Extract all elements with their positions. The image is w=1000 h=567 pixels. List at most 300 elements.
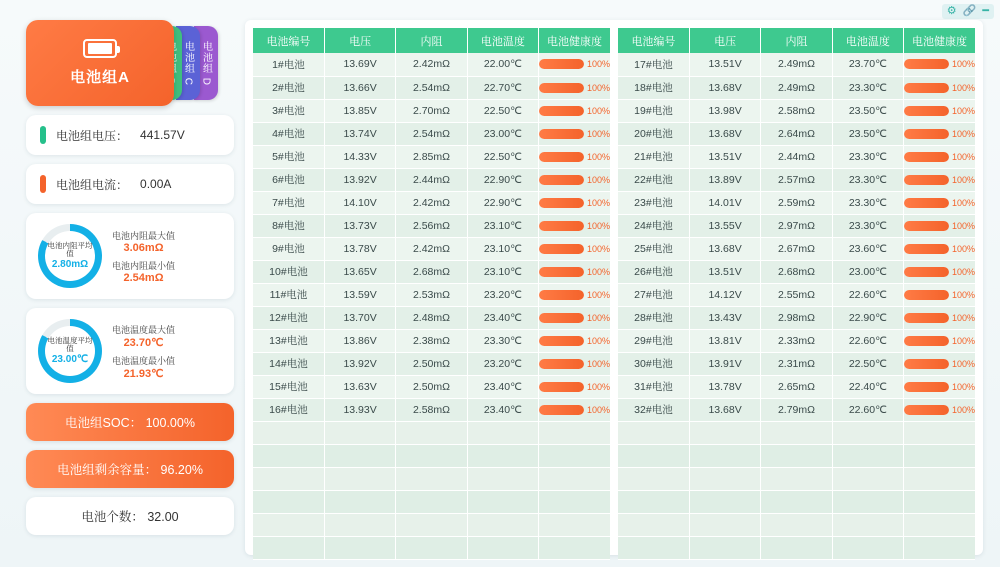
cell-电池温度: 22.50℃ [832,352,903,375]
cell-health [904,352,975,375]
column-header-0: 电池编号 [253,28,324,53]
cell-health [904,53,975,76]
cell-电池温度: 23.40℃ [467,398,538,421]
table-row[interactable] [618,306,975,329]
health-percent: 100% [951,266,975,277]
cell-电池编号: 12#电池 [253,306,324,329]
cell-电压: 13.63V [324,375,395,398]
cell-内阻: 2.64mΩ [761,122,832,145]
cell-电池温度: 23.50℃ [832,99,903,122]
pack-voltage-card [26,115,234,155]
cell-电池编号: 6#电池 [253,168,324,191]
cell-health [904,260,975,283]
cell-电池温度: 23.30℃ [832,191,903,214]
cell-电压: 13.69V [324,53,395,76]
cell-empty [467,513,538,536]
cell-empty [253,490,324,513]
table-row[interactable] [253,99,610,122]
table-row[interactable] [253,283,610,306]
table-row-empty [618,490,975,513]
table-row[interactable] [253,122,610,145]
cell-电压: 14.33V [324,145,395,168]
cell-内阻: 2.54mΩ [396,122,467,145]
table-row-empty [618,421,975,444]
cell-empty [904,444,975,467]
cell-内阻: 2.50mΩ [396,375,467,398]
health-bar [539,359,584,369]
cell-电压: 13.55V [689,214,760,237]
cell-health [539,260,610,283]
cell-empty [618,421,689,444]
temperature-extremes [112,323,175,380]
cell-电池编号: 11#电池 [253,283,324,306]
battery-table-left-wrap [253,28,610,547]
cell-内阻: 2.31mΩ [761,352,832,375]
cell-电压: 13.66V [324,76,395,99]
health-percent: 100% [951,197,975,208]
table-row[interactable] [618,76,975,99]
cell-内阻: 2.68mΩ [396,260,467,283]
cell-电池编号: 7#电池 [253,191,324,214]
cell-empty [832,513,903,536]
cell-电压: 13.70V [324,306,395,329]
health-percent: 100% [951,243,975,254]
health-percent: 100% [951,59,975,70]
cell-电压: 13.92V [324,168,395,191]
health-percent: 100% [586,312,610,323]
cell-empty [904,421,975,444]
health-percent: 100% [586,358,610,369]
cell-电池编号: 25#电池 [618,237,689,260]
health-bar [904,59,949,69]
cell-health [904,329,975,352]
table-row[interactable] [618,122,975,145]
cell-empty [253,513,324,536]
cell-电池编号: 24#电池 [618,214,689,237]
health-percent: 100% [586,243,610,254]
cell-empty [689,513,760,536]
cell-内阻: 2.59mΩ [761,191,832,214]
cell-电池编号: 32#电池 [618,398,689,421]
health-bar [539,221,584,231]
cell-empty [539,467,610,490]
cell-内阻: 2.44mΩ [761,145,832,168]
cell-电压: 13.65V [324,260,395,283]
cell-health [539,191,610,214]
table-row[interactable] [253,260,610,283]
cell-empty [618,536,689,559]
cell-empty [539,444,610,467]
table-row[interactable] [253,329,610,352]
column-header-3: 电池温度 [467,28,538,53]
cell-电池编号: 22#电池 [618,168,689,191]
cell-电压: 13.68V [689,237,760,260]
cell-内阻: 2.38mΩ [396,329,467,352]
cell-内阻: 2.57mΩ [761,168,832,191]
cell-电池温度: 23.10℃ [467,260,538,283]
left-panel [26,20,234,555]
temperature-card [26,308,234,394]
cell-电压: 14.01V [689,191,760,214]
health-percent: 100% [586,335,610,346]
cell-内阻: 2.42mΩ [396,53,467,76]
table-row-empty [618,467,975,490]
cell-电压: 13.68V [689,398,760,421]
cell-empty [689,444,760,467]
resistance-min-value: 2.54mΩ [123,271,164,284]
table-row[interactable] [253,398,610,421]
cell-empty [467,444,538,467]
cell-电池温度: 23.30℃ [467,329,538,352]
cell-电压: 14.10V [324,191,395,214]
table-row[interactable] [618,145,975,168]
cell-电池温度: 22.90℃ [467,191,538,214]
health-percent: 100% [951,82,975,93]
table-row-empty [618,444,975,467]
table-row[interactable] [253,191,610,214]
cell-empty [761,467,832,490]
health-bar [904,198,949,208]
health-bar [904,129,949,139]
link-icon[interactable]: 🔗 [962,5,977,17]
cell-health [904,283,975,306]
health-bar [539,405,584,415]
table-header-row [618,28,975,53]
cell-empty [324,536,395,559]
health-percent: 100% [586,289,610,300]
health-percent: 100% [586,197,610,208]
column-header-2: 内阻 [396,28,467,53]
battery-pack-tab-c[interactable]: 电池组 C [176,26,200,100]
cell-电池温度: 23.30℃ [832,168,903,191]
table-row[interactable] [253,53,610,76]
cell-电池温度: 23.30℃ [832,145,903,168]
table-row[interactable] [253,76,610,99]
cell-电压: 13.89V [689,168,760,191]
table-row[interactable] [618,53,975,76]
column-header-4: 电池健康度 [539,28,610,53]
table-row[interactable] [618,168,975,191]
pack-current-card [26,164,234,204]
cell-empty [253,536,324,559]
table-row[interactable] [253,168,610,191]
health-percent: 100% [586,128,610,139]
health-percent: 100% [951,381,975,392]
cell-empty [253,444,324,467]
cell-电池编号: 31#电池 [618,375,689,398]
cell-empty [832,444,903,467]
cell-电池编号: 4#电池 [253,122,324,145]
cell-health [539,398,610,421]
cell-内阻: 2.58mΩ [396,398,467,421]
cell-电池温度: 23.40℃ [467,306,538,329]
settings-icon[interactable]: ⚙ [946,5,957,17]
cell-内阻: 2.44mΩ [396,168,467,191]
temperature-min-label: 电池温度最小值 [112,355,176,366]
cell-empty [396,490,467,513]
health-bar [904,175,949,185]
cell-health [539,76,610,99]
cell-内阻: 2.48mΩ [396,306,467,329]
cell-电压: 14.12V [689,283,760,306]
table-row-empty [253,467,610,490]
cell-health [539,214,610,237]
health-bar [904,382,949,392]
table-row[interactable] [618,99,975,122]
cell-电压: 13.85V [324,99,395,122]
cell-health [904,398,975,421]
health-bar [904,313,949,323]
cell-empty [324,490,395,513]
cell-empty [689,490,760,513]
cell-empty [618,467,689,490]
cell-empty [904,467,975,490]
cell-内阻: 2.65mΩ [761,375,832,398]
cell-内阻: 2.33mΩ [761,329,832,352]
cell-health [539,329,610,352]
health-percent: 100% [586,266,610,277]
cell-health [539,375,610,398]
health-percent: 100% [586,220,610,231]
health-percent: 100% [951,404,975,415]
cell-empty [396,444,467,467]
cell-电压: 13.86V [324,329,395,352]
health-percent: 100% [586,174,610,185]
cell-empty [253,467,324,490]
battery-table-right [618,28,975,560]
health-bar [539,267,584,277]
cell-电压: 13.51V [689,53,760,76]
cell-电池温度: 23.20℃ [467,283,538,306]
cell-内阻: 2.49mΩ [761,53,832,76]
cell-empty [618,444,689,467]
health-bar [539,290,584,300]
battery-tables-panel [245,20,983,555]
cell-电池编号: 26#电池 [618,260,689,283]
cell-电池温度: 23.40℃ [467,375,538,398]
health-percent: 100% [586,381,610,392]
pack-current-value: 0.00A [140,177,172,191]
table-row[interactable] [618,237,975,260]
cell-电压: 13.78V [324,237,395,260]
cell-health [539,306,610,329]
resistance-card [26,213,234,299]
health-percent: 100% [586,404,610,415]
health-percent: 100% [586,82,610,93]
cell-empty [539,490,610,513]
table-row[interactable] [618,375,975,398]
cell-内阻: 2.85mΩ [396,145,467,168]
cell-empty [539,536,610,559]
battery-table-left [253,28,610,560]
temperature-avg-label: 电池温度平均值 [47,335,93,353]
cell-电池温度: 23.10℃ [467,237,538,260]
cell-health [904,375,975,398]
cell-电池温度: 23.50℃ [832,122,903,145]
cell-empty [467,490,538,513]
cell-empty [761,421,832,444]
cell-empty [396,513,467,536]
cell-empty [324,444,395,467]
window-controls[interactable] [942,4,994,19]
cell-电池编号: 23#电池 [618,191,689,214]
table-row[interactable] [618,283,975,306]
cell-内阻: 2.79mΩ [761,398,832,421]
cell-电池温度: 23.30℃ [832,76,903,99]
table-row[interactable] [618,260,975,283]
resistance-max-label: 电池内阻最大值 [112,230,176,241]
battery-pack-selector[interactable] [26,20,234,106]
column-header-1: 电压 [689,28,760,53]
table-row-empty [618,536,975,559]
cell-内阻: 2.42mΩ [396,191,467,214]
health-percent: 100% [586,105,610,116]
health-bar [539,336,584,346]
health-percent: 100% [951,289,975,300]
table-row[interactable] [618,214,975,237]
cell-内阻: 2.98mΩ [761,306,832,329]
cell-电压: 13.68V [689,122,760,145]
health-percent: 100% [951,335,975,346]
pack-voltage-label: 电池组电压： [56,128,129,143]
cell-empty [396,536,467,559]
health-percent: 100% [951,220,975,231]
cell-health [904,214,975,237]
cell-empty [467,421,538,444]
cell-电池编号: 9#电池 [253,237,324,260]
cell-empty [761,444,832,467]
resistance-min-label: 电池内阻最小值 [112,260,176,271]
cell-电池编号: 1#电池 [253,53,324,76]
cell-health [904,168,975,191]
cell-电压: 13.59V [324,283,395,306]
cell-empty [761,490,832,513]
cell-电池编号: 30#电池 [618,352,689,375]
battery-pack-a-card[interactable] [26,20,174,106]
table-row-empty [253,421,610,444]
table-row[interactable] [253,145,610,168]
cell-电池温度: 22.70℃ [467,76,538,99]
cell-电池编号: 2#电池 [253,76,324,99]
column-header-0: 电池编号 [618,28,689,53]
cell-电压: 13.92V [324,352,395,375]
health-bar [904,290,949,300]
health-bar [904,244,949,254]
cell-电池编号: 21#电池 [618,145,689,168]
cell-电池编号: 18#电池 [618,76,689,99]
resistance-extremes [112,229,175,284]
cell-health [539,99,610,122]
cell-empty [761,536,832,559]
table-row-empty [253,536,610,559]
cell-电池温度: 23.20℃ [467,352,538,375]
health-bar [539,313,584,323]
cell-health [904,237,975,260]
cell-empty [689,421,760,444]
cell-health [539,352,610,375]
cell-电池温度: 22.50℃ [467,99,538,122]
battery-pack-tab-d[interactable]: 电池组 D [194,26,218,100]
health-percent: 100% [951,151,975,162]
cell-电池编号: 28#电池 [618,306,689,329]
cell-电池温度: 23.10℃ [467,214,538,237]
cell-电池温度: 23.00℃ [467,122,538,145]
table-row[interactable] [253,214,610,237]
health-bar [539,198,584,208]
column-header-4: 电池健康度 [904,28,975,53]
cell-health [539,145,610,168]
table-row[interactable] [618,191,975,214]
temperature-min-value: 21.93℃ [123,367,164,380]
cell-health [539,237,610,260]
temperature-max-value: 23.70℃ [123,336,164,349]
battery-table-right-wrap [618,28,975,547]
pack-current-label: 电池组电流： [56,177,129,192]
cell-电池温度: 22.90℃ [467,168,538,191]
minimize-icon[interactable]: ━ [982,5,989,17]
health-bar [904,405,949,415]
cell-empty [539,421,610,444]
resistance-avg-value: 2.80mΩ [51,259,89,271]
health-bar [904,359,949,369]
cell-电压: 13.51V [689,260,760,283]
table-row[interactable] [253,375,610,398]
cell-电池编号: 14#电池 [253,352,324,375]
cell-health [539,53,610,76]
cell-empty [324,467,395,490]
cell-empty [396,467,467,490]
cell-电压: 13.68V [689,76,760,99]
table-row[interactable] [253,352,610,375]
cell-内阻: 2.49mΩ [761,76,832,99]
pack-remaining-capacity-card: 电池组剩余容量： 96.20% [26,450,234,488]
cell-内阻: 2.42mΩ [396,237,467,260]
health-percent: 100% [951,105,975,116]
column-header-1: 电压 [324,28,395,53]
temperature-avg-value: 23.00℃ [51,354,89,366]
health-bar [904,336,949,346]
cell-health [904,122,975,145]
table-row[interactable] [618,352,975,375]
column-header-3: 电池温度 [832,28,903,53]
health-bar [904,221,949,231]
cell-电压: 13.51V [689,145,760,168]
battery-count-card: 电池个数： 32.00 [26,497,234,535]
table-row[interactable] [618,329,975,352]
cell-empty [904,490,975,513]
cell-电压: 13.93V [324,398,395,421]
pack-voltage-value: 441.57V [140,128,185,142]
cell-电池温度: 23.60℃ [832,237,903,260]
cell-电压: 13.81V [689,329,760,352]
cell-empty [324,513,395,536]
table-row[interactable] [253,306,610,329]
table-row[interactable] [618,398,975,421]
cell-health [539,168,610,191]
cell-empty [618,490,689,513]
cell-内阻: 2.67mΩ [761,237,832,260]
cell-health [904,76,975,99]
health-bar [539,106,584,116]
table-row[interactable] [253,237,610,260]
cell-内阻: 2.58mΩ [761,99,832,122]
cell-empty [832,421,903,444]
cell-empty [832,536,903,559]
cell-电池编号: 13#电池 [253,329,324,352]
cell-empty [539,513,610,536]
cell-电池温度: 22.60℃ [832,283,903,306]
health-percent: 100% [951,174,975,185]
